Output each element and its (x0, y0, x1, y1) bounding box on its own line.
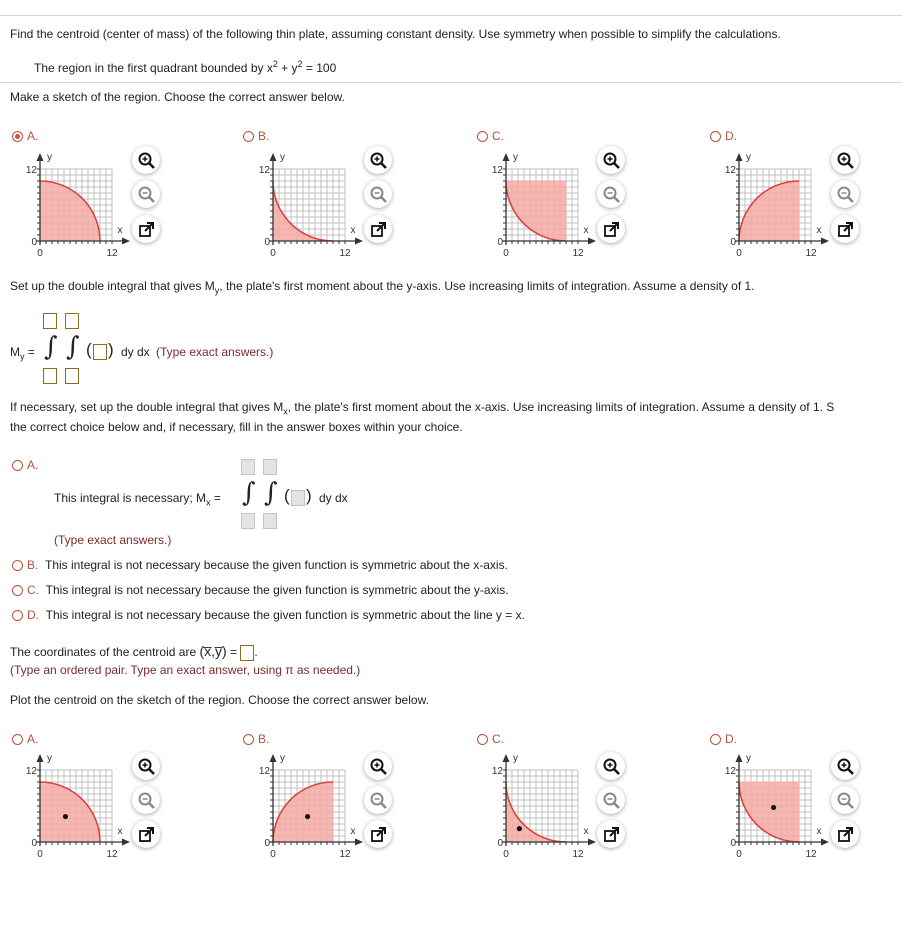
y-axis-label: y (280, 753, 285, 764)
centroid-plot-option-b-graph (243, 752, 363, 864)
zoom-out-icon (369, 791, 387, 809)
popout-icon (602, 220, 620, 238)
zoom-in-icon (602, 151, 620, 169)
radio-button[interactable] (243, 734, 254, 745)
y-max-label: 12 (724, 165, 736, 176)
region-description: The region in the first quadrant bounded by $x^2 + y^2 = 100$ (34, 59, 337, 75)
x-axis-label: x (350, 826, 356, 837)
my-lhs: $M_y$ = (10, 345, 35, 362)
region-fill (739, 782, 799, 842)
centroid-dot (63, 814, 68, 819)
zoom-out-icon (369, 185, 387, 203)
mx-option-d[interactable]: D. This integral is not necessary because the given function is symmetric about the line y = x. (12, 608, 525, 622)
sketch-option-a-popout-button[interactable] (132, 215, 160, 243)
x-axis-label: x (117, 225, 123, 236)
mx-outer-upper-limit-input[interactable] (241, 459, 255, 475)
question-prompt: Find the centroid (center of mass) of the following thin plate, assuming constant density. Use symmetry when possible to simplify the calculations. (10, 27, 781, 41)
y-max-label: 12 (724, 766, 736, 777)
x-max-label: 12 (339, 248, 351, 259)
y-max-label: 12 (258, 766, 270, 777)
sketch-option-c-popout-button[interactable] (597, 215, 625, 243)
popout-icon (369, 220, 387, 238)
centroid-plot-option-d-zoom-in-button[interactable] (831, 752, 859, 780)
zoom-out-icon (602, 791, 620, 809)
x-max-label: 12 (339, 849, 351, 860)
zoom-in-icon (602, 757, 620, 775)
zoom-out-icon (602, 185, 620, 203)
sketch-option-d-zoom-out-button[interactable] (831, 180, 859, 208)
y-zero-label: 0 (497, 237, 503, 248)
centroid-plot-option-b-zoom-out-button[interactable] (364, 786, 392, 814)
x-zero-label: 0 (270, 248, 276, 259)
y-axis-label: y (47, 753, 52, 764)
centroid-plot-option-d-graph (709, 752, 829, 864)
y-max-label: 12 (258, 165, 270, 176)
y-axis-label: y (280, 152, 285, 163)
x-zero-label: 0 (37, 849, 43, 860)
mx-option-a[interactable]: A. (12, 458, 38, 472)
centroid-plot-option-c-zoom-in-button[interactable] (597, 752, 625, 780)
y-axis-arrow (503, 153, 510, 161)
x-axis-arrow (588, 238, 596, 245)
y-zero-label: 0 (730, 838, 736, 849)
region-fill (273, 782, 333, 842)
zoom-in-icon (836, 151, 854, 169)
my-integrand-input[interactable] (93, 344, 107, 360)
y-zero-label: 0 (497, 838, 503, 849)
sketch-option-a-zoom-in-button[interactable] (132, 146, 160, 174)
zoom-in-icon (137, 151, 155, 169)
zoom-in-icon (369, 151, 387, 169)
sketch-option-b[interactable]: B. (243, 129, 269, 143)
mx-prompt: If necessary, set up the double integral that gives $M_x$, the plate's first moment about the x-axis. Use increasing limits of integration. Assume a density of 1. S (10, 400, 835, 417)
zoom-out-icon (137, 185, 155, 203)
x-axis-arrow (588, 839, 596, 846)
radio-button[interactable] (12, 610, 23, 621)
centroid-dot (305, 814, 310, 819)
sketch-option-b-graph (243, 151, 363, 263)
centroid-plot-option-c-graph (476, 752, 596, 864)
y-axis-arrow (503, 754, 510, 762)
y-axis-arrow (270, 153, 277, 161)
centroid-dot (517, 826, 522, 831)
mx-option-c[interactable]: C. This integral is not necessary because the given function is symmetric about the y-axis. (12, 583, 509, 597)
y-zero-label: 0 (31, 838, 37, 849)
y-zero-label: 0 (730, 237, 736, 248)
my-outer-lower-limit-input[interactable] (43, 368, 57, 384)
centroid-plot-option-a-graph (10, 752, 130, 864)
radio-button[interactable] (710, 131, 721, 142)
radio-button[interactable] (12, 585, 23, 596)
close-paren: ) (306, 486, 312, 505)
zoom-out-icon (836, 185, 854, 203)
x-max-label: 12 (805, 849, 817, 860)
radio-button[interactable] (12, 131, 23, 142)
y-axis-arrow (270, 754, 277, 762)
y-zero-label: 0 (264, 237, 270, 248)
mx-outer-lower-limit-input[interactable] (241, 513, 255, 529)
radio-button[interactable] (477, 131, 488, 142)
my-differentials: dy dx (121, 345, 150, 359)
popout-icon (369, 825, 387, 843)
centroid-plot-option-b[interactable]: B. (243, 732, 269, 746)
open-paren: ( (284, 486, 290, 505)
y-max-label: 12 (25, 766, 37, 777)
my-prompt: Set up the double integral that gives $M_y$, the plate's first moment about the y-axis. Use increasing limits of integration. Assume a density of 1. (10, 279, 755, 296)
x-max-label: 12 (805, 248, 817, 259)
centroid-plot-option-d-popout-button[interactable] (831, 820, 859, 848)
radio-button[interactable] (12, 560, 23, 571)
y-axis-arrow (736, 153, 743, 161)
sketch-option-c-zoom-out-button[interactable] (597, 180, 625, 208)
inner-integral-sign: ∫ (264, 478, 278, 508)
y-axis-label: y (746, 152, 751, 163)
my-outer-upper-limit-input[interactable] (43, 313, 57, 329)
centroid-plot-option-a[interactable]: A. (12, 732, 38, 746)
x-axis-label: x (117, 826, 123, 837)
y-axis-arrow (37, 153, 44, 161)
sketch-option-b-popout-button[interactable] (364, 215, 392, 243)
region-fill (506, 181, 566, 241)
x-max-label: 12 (106, 849, 118, 860)
x-axis-label: x (816, 826, 822, 837)
sketch-option-b-zoom-out-button[interactable] (364, 180, 392, 208)
x-zero-label: 0 (503, 849, 509, 860)
centroid-plot-option-a-zoom-out-button[interactable] (132, 786, 160, 814)
x-zero-label: 0 (503, 248, 509, 259)
radio-button[interactable] (710, 734, 721, 745)
x-max-label: 12 (572, 248, 584, 259)
sketch-option-a-zoom-out-button[interactable] (132, 180, 160, 208)
sketch-option-d-zoom-in-button[interactable] (831, 146, 859, 174)
sketch-option-a[interactable]: A. (12, 129, 38, 143)
zoom-out-icon (137, 791, 155, 809)
zoom-in-icon (836, 757, 854, 775)
centroid-plot-option-d[interactable]: D. (710, 732, 737, 746)
mx-option-a-text: This integral is necessary; $M_x$ = (54, 491, 221, 508)
centroid-plot-option-b-popout-button[interactable] (364, 820, 392, 848)
x-axis-arrow (122, 839, 130, 846)
my-inner-lower-limit-input[interactable] (65, 368, 79, 384)
outer-integral-sign: ∫ (44, 332, 58, 362)
sketch-option-a-graph (10, 151, 130, 263)
popout-icon (137, 825, 155, 843)
region-fill (40, 181, 100, 241)
my-inner-upper-limit-input[interactable] (65, 313, 79, 329)
mx-inner-lower-limit-input[interactable] (263, 513, 277, 529)
inner-integral-sign: ∫ (66, 332, 80, 362)
sketch-option-b-zoom-in-button[interactable] (364, 146, 392, 174)
centroid-plot-option-a-popout-button[interactable] (132, 820, 160, 848)
radio-button[interactable] (477, 734, 488, 745)
centroid-dot (771, 805, 776, 810)
popout-icon (836, 825, 854, 843)
x-axis-label: x (350, 225, 356, 236)
zoom-in-icon (137, 757, 155, 775)
x-axis-arrow (122, 238, 130, 245)
centroid-hint: (Type an ordered pair. Type an exact answer, using π as needed.) (10, 663, 361, 677)
y-max-label: 12 (25, 165, 37, 176)
region-fill (40, 782, 100, 842)
x-zero-label: 0 (270, 849, 276, 860)
centroid-plot-option-c[interactable]: C. (477, 732, 504, 746)
popout-icon (836, 220, 854, 238)
sketch-option-d-graph (709, 151, 829, 263)
x-axis-arrow (821, 839, 829, 846)
x-max-label: 12 (572, 849, 584, 860)
region-fill (739, 181, 799, 241)
y-axis-label: y (513, 753, 518, 764)
section-divider (0, 82, 902, 83)
popout-icon (602, 825, 620, 843)
mx-hint: (Type exact answers.) (54, 533, 172, 547)
centroid-answer-input[interactable] (240, 645, 254, 661)
centroid-plot-option-c-zoom-out-button[interactable] (597, 786, 625, 814)
sketch-option-c-graph (476, 151, 596, 263)
centroid-plot-option-d-zoom-out-button[interactable] (831, 786, 859, 814)
zoom-in-icon (369, 757, 387, 775)
plot-prompt: Plot the centroid on the sketch of the region. Choose the correct answer below. (10, 693, 429, 707)
popout-icon (137, 220, 155, 238)
x-axis-arrow (821, 238, 829, 245)
y-zero-label: 0 (31, 237, 37, 248)
outer-integral-sign: ∫ (242, 478, 256, 508)
y-zero-label: 0 (264, 838, 270, 849)
x-zero-label: 0 (37, 248, 43, 259)
x-axis-label: x (583, 826, 589, 837)
mx-differentials: dy dx (319, 491, 348, 505)
sketch-option-d-popout-button[interactable] (831, 215, 859, 243)
x-axis-label: x (583, 225, 589, 236)
y-axis-label: y (513, 152, 518, 163)
sketch-option-c[interactable]: C. (477, 129, 504, 143)
y-axis-arrow (736, 754, 743, 762)
x-zero-label: 0 (736, 849, 742, 860)
centroid-plot-option-b-zoom-in-button[interactable] (364, 752, 392, 780)
x-zero-label: 0 (736, 248, 742, 259)
x-axis-label: x (816, 225, 822, 236)
y-max-label: 12 (491, 766, 503, 777)
mx-option-b[interactable]: B. This integral is not necessary because the given function is symmetric about the x-axis. (12, 558, 508, 572)
x-axis-arrow (355, 839, 363, 846)
mx-prompt-line2: the correct choice below and, if necessary, fill in the answer boxes within your choice. (10, 420, 463, 434)
open-paren: ( (86, 340, 92, 359)
centroid-plot-option-a-zoom-in-button[interactable] (132, 752, 160, 780)
y-max-label: 12 (491, 165, 503, 176)
mx-inner-upper-limit-input[interactable] (263, 459, 277, 475)
centroid-plot-option-c-popout-button[interactable] (597, 820, 625, 848)
top-divider (0, 15, 902, 16)
sketch-option-d[interactable]: D. (710, 129, 737, 143)
radio-button[interactable] (12, 734, 23, 745)
sketch-option-c-zoom-in-button[interactable] (597, 146, 625, 174)
mx-integrand-input[interactable] (291, 490, 305, 506)
radio-button[interactable] (243, 131, 254, 142)
my-hint: (Type exact answers.) (156, 345, 274, 359)
y-axis-arrow (37, 754, 44, 762)
sketch-prompt: Make a sketch of the region. Choose the correct answer below. (10, 90, 345, 104)
y-axis-label: y (47, 152, 52, 163)
x-max-label: 12 (106, 248, 118, 259)
y-axis-label: y (746, 753, 751, 764)
centroid-prompt: The coordinates of the centroid are (x̅,y̅) = . (10, 643, 258, 659)
x-axis-arrow (355, 238, 363, 245)
zoom-out-icon (836, 791, 854, 809)
radio-button[interactable] (12, 460, 23, 471)
close-paren: ) (108, 340, 114, 359)
